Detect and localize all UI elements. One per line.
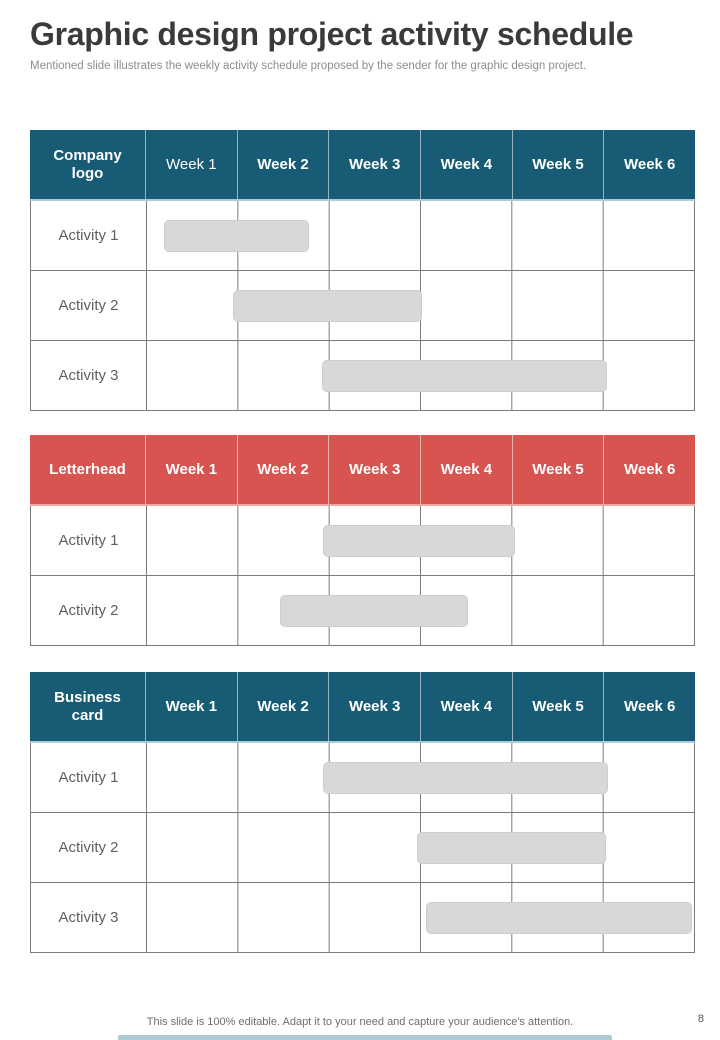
week-grid	[146, 743, 694, 812]
week-grid	[146, 576, 694, 645]
week-header-cell: Week 1	[145, 130, 237, 199]
table-header-row	[30, 672, 695, 743]
week-header-cell: Week 5	[512, 672, 604, 741]
gantt-bar	[323, 525, 515, 557]
week-header-cell: Week 3	[328, 672, 420, 741]
week-header-cell: Week 1	[145, 672, 237, 741]
table-body	[30, 506, 695, 646]
slide-subtitle: Mentioned slide illustrates the weekly activity schedule proposed by the sender for the graphic design project.	[30, 60, 587, 72]
table-header-row	[30, 130, 695, 201]
table-body	[30, 743, 695, 953]
week-grid	[146, 813, 694, 882]
week-header-cell: Week 5	[512, 130, 604, 199]
activity-label: Activity 1	[58, 769, 119, 786]
footer-note: This slide is 100% editable. Adapt it to your need and capture your audience's attention.	[146, 1016, 574, 1028]
week-grid	[146, 883, 694, 952]
activity-label: Activity 3	[58, 909, 119, 926]
week-header-cell: Week 1	[145, 435, 237, 504]
week-header-cell: Week 2	[237, 672, 329, 741]
table-title-cell: Company logo	[53, 146, 122, 182]
week-header-cell: Week 2	[237, 130, 329, 199]
slide-title: Graphic design project activity schedule	[30, 16, 634, 52]
gantt-bar	[417, 832, 606, 864]
gantt-bar	[426, 902, 692, 934]
activity-row	[31, 882, 694, 952]
activity-label: Activity 2	[58, 602, 119, 619]
activity-label: Activity 2	[58, 297, 119, 314]
week-header-cell: Week 5	[512, 435, 604, 504]
week-header-cell: Week 4	[420, 672, 512, 741]
gantt-bar	[323, 762, 608, 794]
table-title-cell: Letterhead	[49, 460, 126, 478]
activity-row	[31, 340, 694, 410]
table-title-cell: Business card	[54, 688, 121, 724]
gantt-table-company-logo	[30, 130, 695, 411]
activity-row	[31, 506, 694, 575]
week-header-cell: Week 3	[328, 435, 420, 504]
activity-row	[31, 812, 694, 882]
page-number: 8	[697, 1013, 704, 1025]
activity-label: Activity 1	[58, 532, 119, 549]
activity-row	[31, 743, 694, 812]
week-grid	[146, 341, 694, 410]
activity-label: Activity 2	[58, 839, 119, 856]
week-header-cell: Week 3	[328, 130, 420, 199]
activity-row	[31, 201, 694, 270]
activity-row	[31, 270, 694, 340]
gantt-table-business-card	[30, 672, 695, 953]
week-header-cell: Week 4	[420, 130, 512, 199]
table-body	[30, 201, 695, 411]
week-grid	[146, 201, 694, 270]
week-header-cell: Week 6	[603, 130, 695, 199]
week-header-cell: Week 2	[237, 435, 329, 504]
table-header-row	[30, 435, 695, 506]
week-header-cell: Week 4	[420, 435, 512, 504]
gantt-table-letterhead	[30, 435, 695, 646]
bottom-accent-bar	[118, 1035, 612, 1040]
week-grid	[146, 506, 694, 575]
gantt-bar	[233, 290, 422, 322]
activity-row	[31, 575, 694, 645]
week-header-cell: Week 6	[603, 672, 695, 741]
gantt-bar	[164, 220, 308, 252]
activity-label: Activity 1	[58, 227, 119, 244]
activity-label: Activity 3	[58, 367, 119, 384]
gantt-bar	[280, 595, 468, 627]
gantt-bar	[322, 360, 607, 392]
week-header-cell: Week 6	[603, 435, 695, 504]
week-grid	[146, 271, 694, 340]
